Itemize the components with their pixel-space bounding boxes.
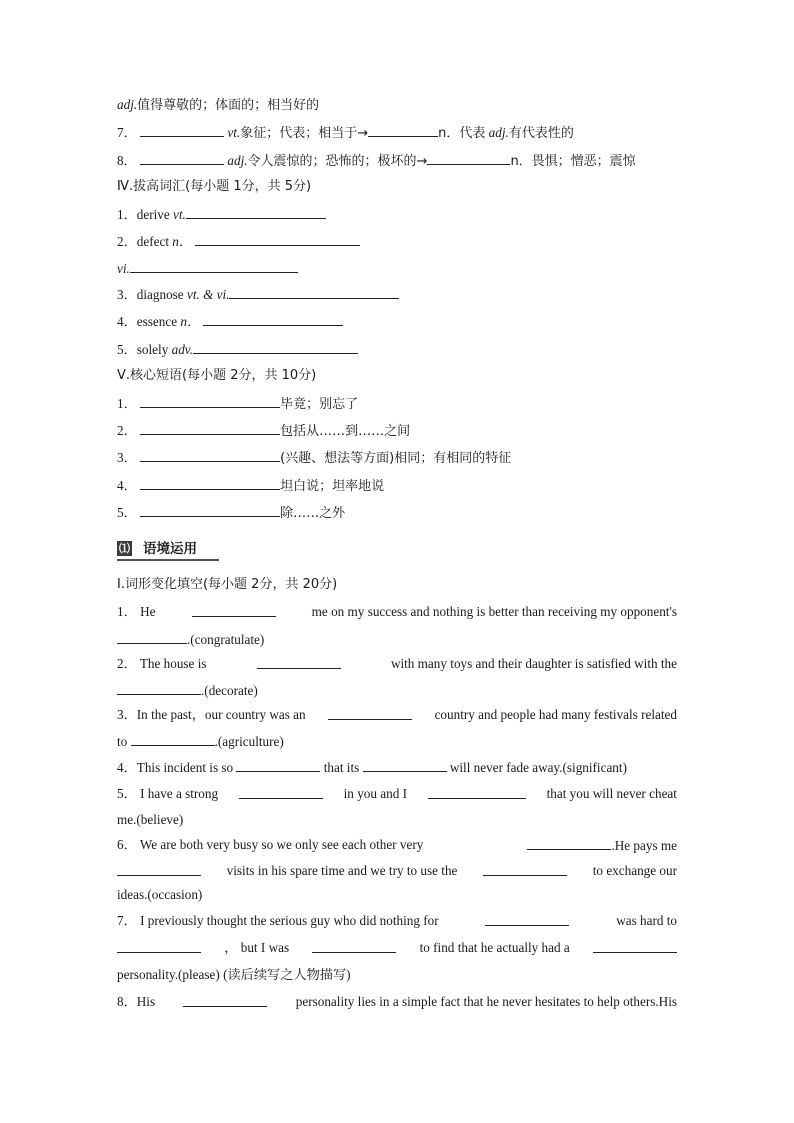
- answer-blank[interactable]: [117, 862, 201, 876]
- section-banner: [117, 539, 219, 559]
- answer-blank[interactable]: [130, 259, 298, 273]
- advanced-word-2-vi: [117, 259, 677, 278]
- item-number: 5．: [117, 505, 137, 520]
- question-text: .(agriculture): [214, 734, 284, 749]
- question-text: in you and I: [343, 786, 408, 801]
- item-number: 2．: [117, 234, 137, 249]
- question-text: that its: [323, 760, 360, 775]
- phrase-item-1: [117, 394, 677, 414]
- advanced-word-1: [117, 205, 677, 224]
- word-text: diagnose: [136, 287, 187, 302]
- item-number: 1．: [117, 396, 137, 411]
- answer-blank[interactable]: [186, 205, 326, 219]
- question-text: 6． We are both very busy so we only see each other very: [117, 837, 424, 852]
- meaning-text: (兴趣、想法等方面)相同；有相同的特征: [280, 451, 512, 466]
- question-text: to exchange our: [592, 863, 677, 878]
- section-banner-title: 语境运用: [143, 541, 197, 557]
- question-text: country and people had many festivals related: [434, 707, 677, 722]
- question-text: .(congratulate): [187, 632, 265, 647]
- vocab-line-continued: [117, 96, 677, 115]
- question-text: to: [117, 734, 128, 749]
- question-text: visits in his spare time and we try to use the: [226, 863, 458, 878]
- meaning-text: 令人震惊的；恐怖的；极坏的→: [247, 154, 428, 169]
- pos-label: adj.: [117, 97, 138, 112]
- pos-label: vt.: [173, 207, 186, 222]
- question-text: with many toys and their daughter is satisfied with the: [390, 656, 677, 671]
- answer-blank[interactable]: [239, 785, 323, 799]
- advanced-word-3: [117, 285, 677, 304]
- item-number: 2．: [117, 423, 137, 438]
- vocab-line-7: [117, 123, 677, 143]
- question-text: personality.(please) (读后续写之人物描写): [117, 967, 351, 982]
- question-text: ， but I was: [224, 940, 290, 955]
- question-7-line-3: [117, 966, 677, 984]
- answer-blank[interactable]: [140, 503, 280, 517]
- answer-blank[interactable]: [257, 655, 341, 669]
- item-number: 7．: [117, 125, 137, 140]
- question-6-line-3: [117, 886, 677, 904]
- phrase-item-2: [117, 421, 677, 441]
- question-1-line-1: [117, 603, 677, 621]
- advanced-word-2: [117, 232, 677, 251]
- question-8-line-1: [117, 993, 677, 1011]
- item-number: 3．: [117, 450, 137, 465]
- answer-blank[interactable]: [328, 706, 412, 720]
- answer-blank[interactable]: [368, 123, 438, 137]
- question-text: me on my success and nothing is better than receiving my opponent's: [311, 604, 677, 619]
- meaning-text: 象征；代表；相当于→: [240, 126, 369, 141]
- meaning-text: 毕竟；别忘了: [280, 397, 359, 412]
- question-2-line-1: [117, 655, 677, 673]
- question-5-line-1: [117, 785, 677, 803]
- answer-blank[interactable]: [192, 603, 276, 617]
- question-text: 5． I have a strong: [117, 786, 219, 801]
- section-divider: [117, 559, 219, 561]
- item-number: 1．: [117, 207, 137, 222]
- pos-label: vt. & vi.: [186, 287, 230, 302]
- answer-blank[interactable]: [485, 912, 569, 926]
- question-2-line-2: [117, 681, 677, 700]
- answer-blank[interactable]: [593, 939, 677, 953]
- pos-label: n．: [180, 314, 201, 329]
- item-number: 4．: [117, 314, 137, 329]
- answer-blank[interactable]: [428, 785, 526, 799]
- answer-blank[interactable]: [117, 939, 201, 953]
- question-7-line-2: [117, 939, 677, 957]
- question-text: 7． I previously thought the serious guy who did nothing for: [117, 913, 439, 928]
- answer-blank[interactable]: [140, 394, 280, 408]
- answer-blank[interactable]: [117, 681, 201, 695]
- answer-blank[interactable]: [140, 448, 280, 462]
- answer-blank[interactable]: [312, 939, 396, 953]
- pos-label: adv.: [171, 342, 193, 357]
- item-number: 3．: [117, 287, 137, 302]
- question-text: .He pays me: [611, 838, 677, 853]
- item-number: 8．: [117, 153, 137, 168]
- question-7-line-1: [117, 912, 677, 930]
- answer-blank[interactable]: [193, 340, 358, 354]
- item-number: 4．: [117, 478, 137, 493]
- question-text: 2． The house is: [117, 656, 207, 671]
- question-3-line-1: [117, 706, 677, 724]
- answer-blank[interactable]: [427, 151, 510, 165]
- answer-blank[interactable]: [140, 476, 280, 490]
- phrase-item-5: [117, 503, 677, 523]
- answer-blank[interactable]: [483, 862, 567, 876]
- question-text: 3．In the past，our country was an: [117, 707, 306, 722]
- word-text: essence: [136, 314, 181, 329]
- section-i-heading: Ⅰ.词形变化填空(每小题 2分，共 20分): [117, 577, 338, 592]
- answer-blank[interactable]: [229, 285, 399, 299]
- section-5-heading: Ⅴ.核心短语(每小题 2分，共 10分): [117, 368, 317, 383]
- answer-blank[interactable]: [140, 151, 224, 165]
- phrase-item-4: [117, 476, 677, 496]
- question-1-line-2: [117, 630, 677, 649]
- question-text: was hard to: [616, 913, 677, 928]
- answer-blank[interactable]: [117, 630, 187, 644]
- answer-blank[interactable]: [140, 421, 280, 435]
- meaning-text: 除……之外: [280, 506, 346, 521]
- question-text: 4．This incident is so: [117, 760, 234, 775]
- item-number: 5．: [117, 342, 137, 357]
- question-text: .(decorate): [201, 683, 258, 698]
- answer-blank[interactable]: [363, 758, 447, 772]
- answer-blank[interactable]: [236, 758, 320, 772]
- meaning-text: 值得尊敬的；体面的；相当好的: [137, 98, 320, 113]
- question-text: ideas.(occasion): [117, 887, 203, 902]
- pos-label: n．: [172, 234, 193, 249]
- meaning-text: n．代表: [438, 126, 486, 141]
- answer-blank[interactable]: [527, 836, 611, 850]
- question-text: personality lies in a simple fact that he never hesitates to help others.His: [295, 994, 677, 1009]
- question-text: 1． He: [117, 604, 156, 619]
- question-text: me.(believe): [117, 812, 184, 827]
- answer-blank[interactable]: [183, 993, 267, 1007]
- question-3-line-2: [117, 732, 677, 751]
- advanced-word-4: [117, 312, 677, 331]
- question-4: [117, 758, 677, 777]
- phrase-item-3: [117, 448, 677, 468]
- pos-label: vt.: [227, 125, 241, 140]
- question-5-line-2: [117, 811, 677, 829]
- pos-label: adj.: [227, 153, 248, 168]
- question-6-line-1: [117, 836, 677, 855]
- pos-label: adj.: [488, 125, 509, 140]
- advanced-word-5: [117, 340, 677, 359]
- question-text: 8．His: [117, 994, 156, 1009]
- meaning-text: 有代表性的: [508, 126, 574, 141]
- meaning-text: 包括从……到……之间: [280, 424, 411, 439]
- answer-blank[interactable]: [203, 312, 343, 326]
- question-text: will never fade away.(significant): [449, 760, 627, 775]
- question-text: that you will never cheat: [546, 786, 677, 801]
- word-text: derive: [136, 207, 174, 222]
- word-text: defect: [136, 234, 173, 249]
- word-text: solely: [136, 342, 172, 357]
- section-number-icon: ⑴: [119, 542, 130, 555]
- question-text: to find that he actually had a: [419, 940, 570, 955]
- answer-blank[interactable]: [140, 123, 224, 137]
- meaning-text: 坦白说；坦率地说: [280, 479, 385, 494]
- section-4-heading: Ⅳ.拔高词汇(每小题 1分，共 5分): [117, 179, 312, 194]
- question-6-line-2: [117, 862, 677, 880]
- answer-blank[interactable]: [131, 732, 215, 746]
- answer-blank[interactable]: [195, 232, 360, 246]
- vocab-line-8: [117, 151, 677, 171]
- pos-label: vi.: [117, 261, 130, 276]
- meaning-text: n．畏惧；憎恶；震惊: [510, 154, 636, 169]
